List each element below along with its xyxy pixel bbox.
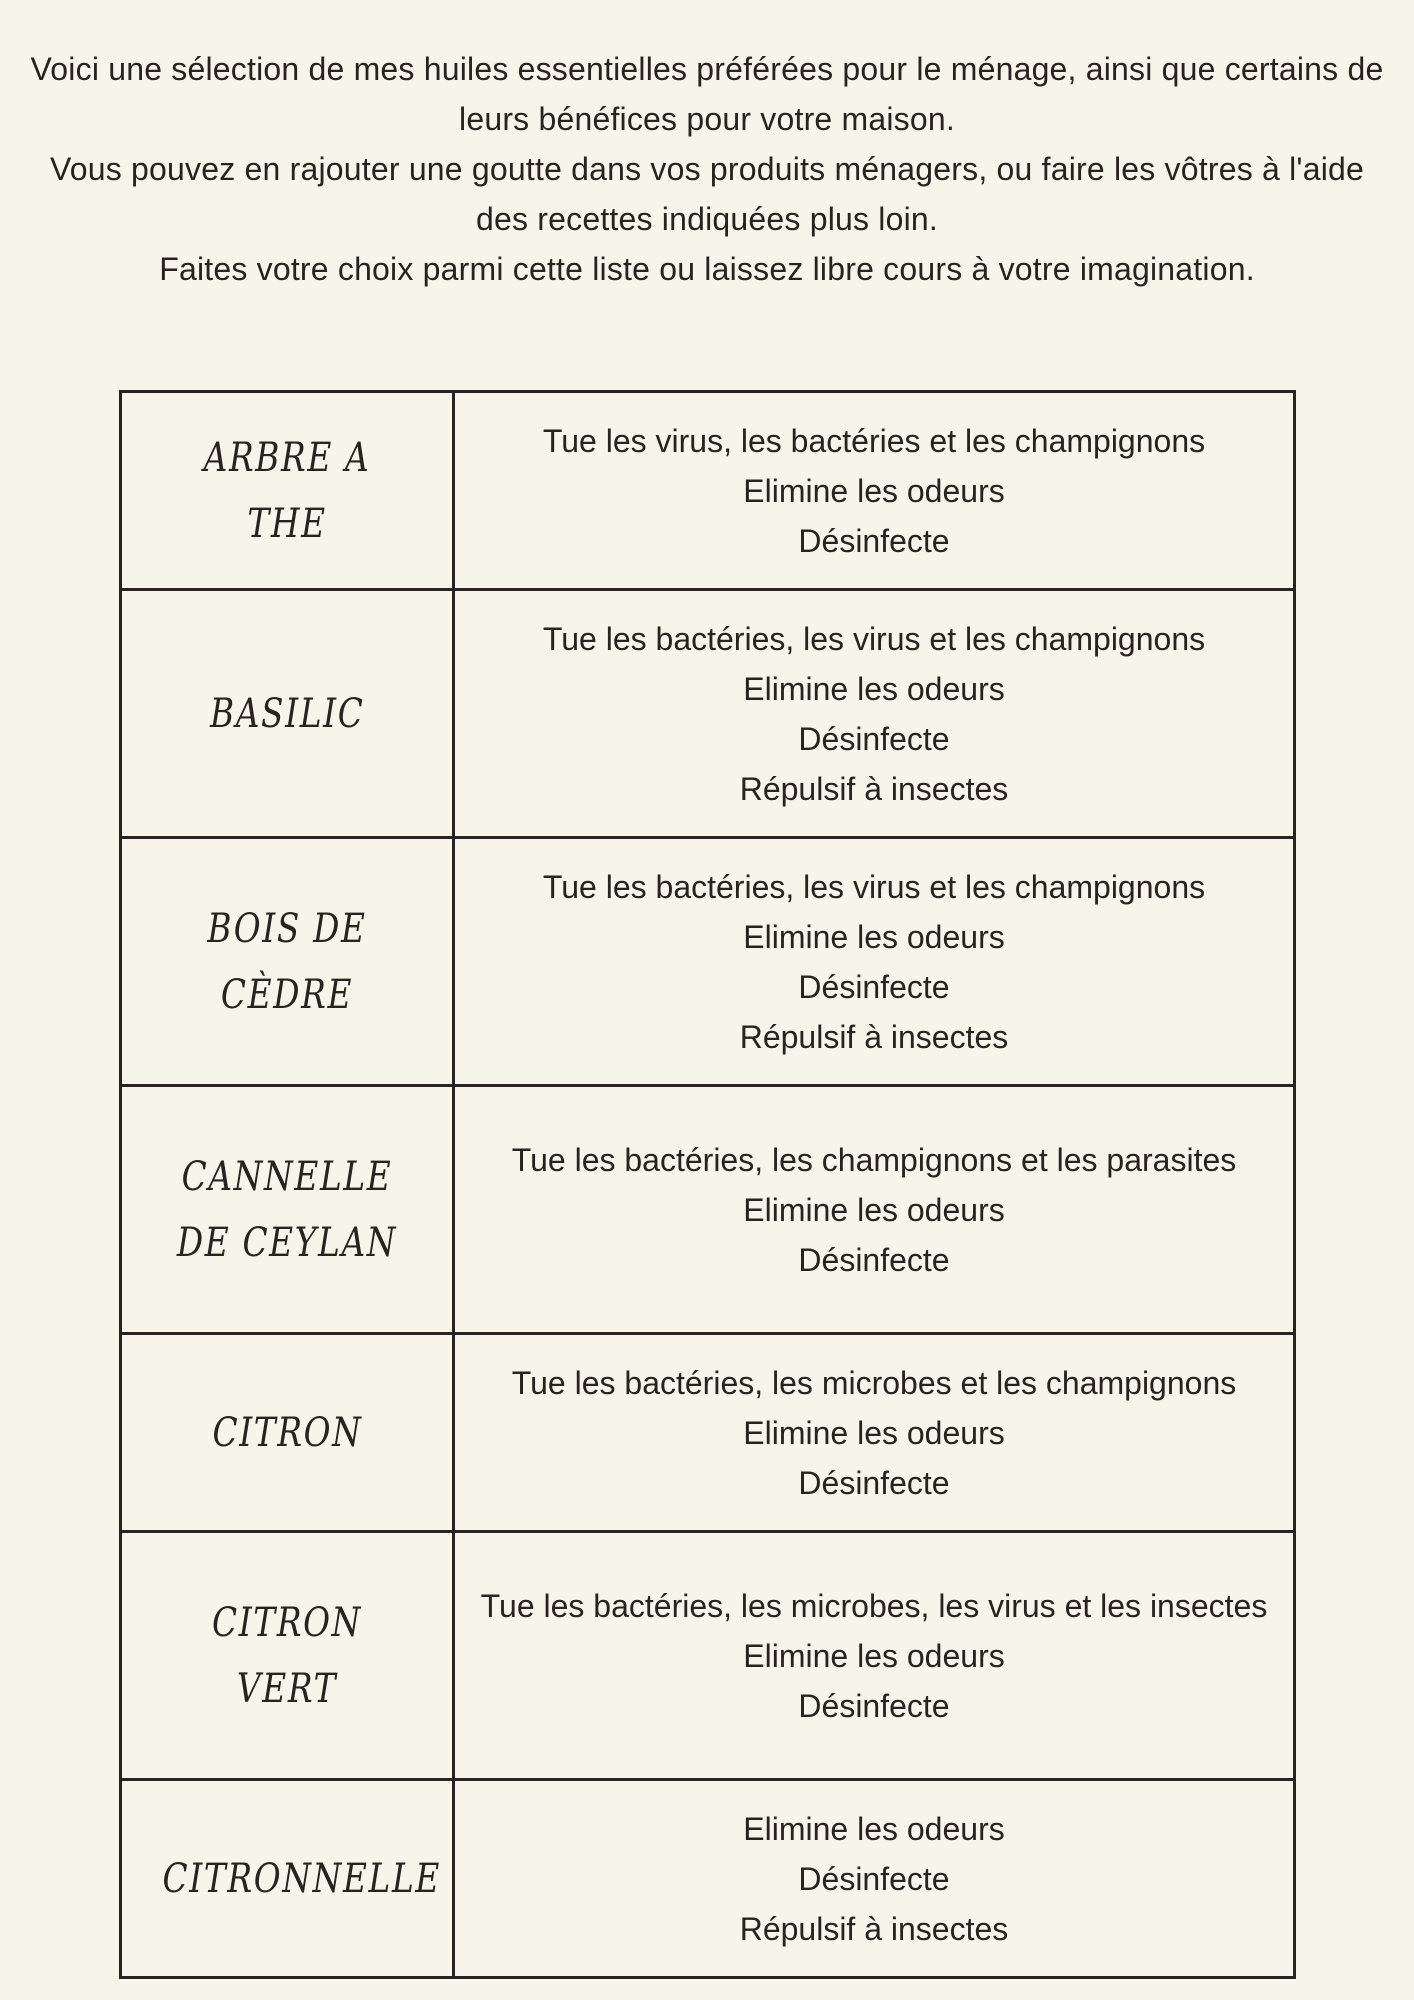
oil-benefit: Tue les bactéries, les virus et les champignons (542, 620, 1206, 657)
table-row (121, 392, 1295, 590)
oil-benefit: Désinfecte (798, 522, 950, 559)
oil-benefit: Répulsif à insectes (739, 1018, 1009, 1055)
oil-benefit: Désinfecte (798, 1687, 950, 1724)
table-row (121, 1086, 1295, 1334)
oil-benefit: Répulsif à insectes (739, 1910, 1009, 1947)
oil-name: CITRON VERT (211, 1599, 363, 1712)
table-row (121, 1780, 1295, 1978)
oil-benefit: Elimine les odeurs (743, 1810, 1005, 1847)
intro-text (30, 44, 1384, 294)
oil-name: BASILIC (209, 690, 365, 737)
oil-name-cell (121, 1334, 454, 1532)
oil-name-cell (121, 838, 454, 1086)
oil-benefits-cell (454, 392, 1295, 590)
oil-benefit: Désinfecte (798, 720, 950, 757)
oil-benefit: Elimine les odeurs (743, 472, 1005, 509)
oil-benefit: Elimine les odeurs (743, 670, 1005, 707)
essential-oils-table (119, 390, 1296, 1979)
oil-benefit: Tue les bactéries, les microbes, les virus et les insectes (480, 1587, 1268, 1624)
oil-benefit: Désinfecte (798, 1241, 950, 1278)
oil-benefit: Elimine les odeurs (743, 918, 1005, 955)
oil-benefit: Désinfecte (798, 1464, 950, 1501)
oil-benefit: Elimine les odeurs (743, 1637, 1005, 1674)
oil-name: CITRONNELLE (162, 1855, 441, 1902)
oil-benefit: Tue les virus, les bactéries et les champignons (542, 422, 1206, 459)
table-row (121, 1334, 1295, 1532)
oil-name-cell (121, 1086, 454, 1334)
oil-benefits-cell (454, 590, 1295, 838)
oil-name: CITRON (211, 1409, 363, 1456)
oil-benefit: Tue les bactéries, les microbes et les champignons (511, 1364, 1237, 1401)
intro-paragraph-3: Faites votre choix parmi cette liste ou laissez libre cours à votre imagination. (159, 251, 1255, 287)
table-row (121, 590, 1295, 838)
oil-name: ARBRE A THE (203, 434, 371, 547)
oil-benefit: Elimine les odeurs (743, 1191, 1005, 1228)
oil-benefit: Tue les bactéries, les champignons et les parasites (511, 1141, 1237, 1178)
oil-benefits-cell (454, 1086, 1295, 1334)
intro-paragraph-1: Voici une sélection de mes huiles essentielles préférées pour le ménage, ainsi que certains de leurs bénéfices pour votre maison. (30, 51, 1384, 137)
table-row (121, 838, 1295, 1086)
oil-name-cell (121, 1780, 454, 1978)
oil-name: BOIS DE CÈDRE (207, 905, 367, 1018)
essential-oils-table-container (119, 390, 1296, 1979)
oil-benefit: Tue les bactéries, les virus et les champignons (542, 868, 1206, 905)
oil-name: CANNELLE DE CEYLAN (176, 1153, 398, 1266)
oil-benefits-cell (454, 1334, 1295, 1532)
oil-benefits-cell (454, 1780, 1295, 1978)
oil-benefit: Désinfecte (798, 1860, 950, 1897)
oil-benefits-cell (454, 1532, 1295, 1780)
oil-benefit: Désinfecte (798, 968, 950, 1005)
oil-benefit: Elimine les odeurs (743, 1414, 1005, 1451)
oil-benefits-cell (454, 838, 1295, 1086)
oil-name-cell (121, 590, 454, 838)
oil-name-cell (121, 392, 454, 590)
intro-paragraph-2: Vous pouvez en rajouter une goutte dans vos produits ménagers, ou faire les vôtres à l'aide des recettes indiquées plus loin. (50, 151, 1364, 237)
table-row (121, 1532, 1295, 1780)
oil-benefit: Répulsif à insectes (739, 770, 1009, 807)
oil-name-cell (121, 1532, 454, 1780)
